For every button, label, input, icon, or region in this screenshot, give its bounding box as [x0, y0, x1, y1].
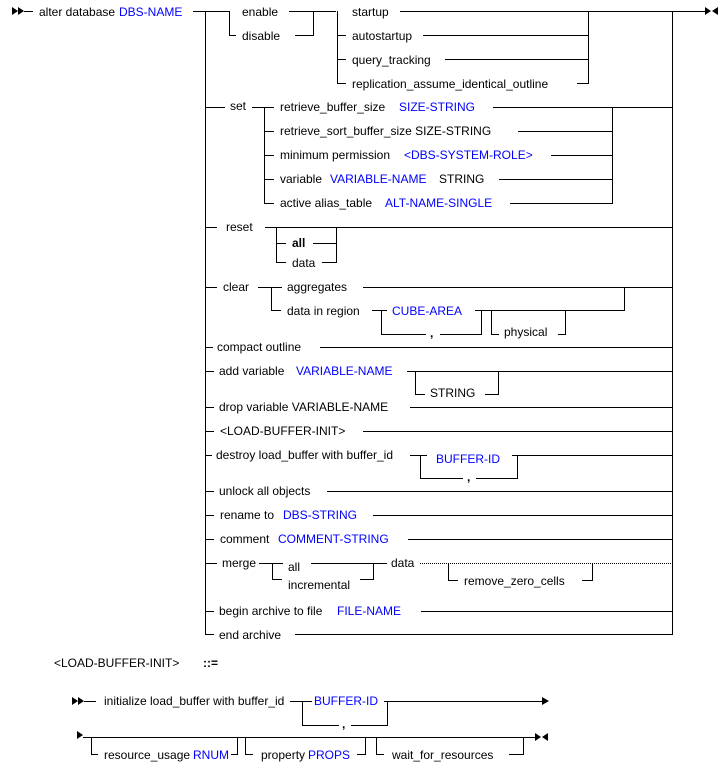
defines-symbol: ::= [203, 656, 218, 670]
dbs-string-param[interactable]: DBS-STRING [283, 508, 358, 522]
variable-option[interactable]: variable [280, 172, 323, 186]
sub-buffer-id-separator: , [342, 717, 346, 731]
comment-string-param[interactable]: COMMENT-STRING [278, 532, 389, 546]
alter-database-text: alter database [39, 5, 116, 19]
startup-option[interactable]: startup [352, 5, 389, 19]
clear-option[interactable]: clear [223, 280, 250, 294]
size-string-param[interactable]: SIZE-STRING [399, 100, 476, 114]
sub-start-marker-icon [72, 697, 84, 705]
merge-all-option[interactable]: all [288, 560, 301, 574]
start-marker-icon [12, 7, 24, 15]
begin-archive-option[interactable]: begin archive to file [219, 604, 323, 618]
replication-option[interactable]: replication_assume_identical_outline [352, 77, 549, 91]
props-param[interactable]: PROPS [308, 748, 351, 762]
dbs-system-role-param[interactable]: <DBS-SYSTEM-ROLE> [404, 148, 533, 162]
file-name-param[interactable]: FILE-NAME [337, 604, 402, 618]
reset-option[interactable]: reset [226, 220, 253, 234]
load-buffer-init-option[interactable]: <LOAD-BUFFER-INIT> [220, 424, 346, 438]
initialize-buffer-id-param[interactable]: BUFFER-ID [314, 694, 378, 708]
unlock-all-objects-option[interactable]: unlock all objects [219, 484, 311, 498]
rnum-param[interactable]: RNUM [193, 748, 229, 762]
data-in-region-option[interactable]: data in region [287, 304, 360, 318]
aggregates-option[interactable]: aggregates [287, 280, 348, 294]
add-variable-option[interactable]: add variable [219, 364, 285, 378]
merge-data-text: data [391, 556, 415, 570]
destroy-buffer-id-param[interactable]: BUFFER-ID [436, 452, 500, 466]
reset-all-option[interactable]: all [292, 236, 306, 250]
set-option[interactable]: set [230, 99, 247, 113]
cube-area-param[interactable]: CUBE-AREA [392, 304, 463, 318]
retrieve-sort-buffer-size-option[interactable]: retrieve_sort_buffer_size SIZE-STRING [280, 124, 492, 138]
autostartup-option[interactable]: autostartup [352, 29, 413, 43]
merge-option[interactable]: merge [222, 556, 257, 570]
dbs-name-param[interactable]: DBS-NAME [119, 5, 183, 19]
initialize-load-buffer-text: initialize load_buffer with buffer_id [104, 694, 285, 708]
add-variable-name-param[interactable]: VARIABLE-NAME [296, 364, 393, 378]
variable-name-param[interactable]: VARIABLE-NAME [330, 172, 427, 186]
rename-to-option[interactable]: rename to [220, 508, 275, 522]
merge-incremental-option[interactable]: incremental [288, 578, 351, 592]
disable-option[interactable]: disable [242, 29, 281, 43]
sub-end-marker-icon [535, 733, 548, 741]
end-archive-option[interactable]: end archive [219, 628, 282, 642]
compact-outline-option[interactable]: compact outline [217, 340, 302, 354]
continue-arrow-icon [542, 697, 549, 705]
sub-diagram-title: <LOAD-BUFFER-INIT> [54, 656, 180, 670]
cube-area-separator: , [430, 326, 434, 340]
add-string-option[interactable]: STRING [430, 386, 476, 400]
drop-variable-option[interactable]: drop variable VARIABLE-NAME [219, 400, 389, 414]
alt-name-single-param[interactable]: ALT-NAME-SINGLE [385, 196, 493, 210]
property-option[interactable]: property [261, 748, 306, 762]
reset-data-option[interactable]: data [292, 256, 316, 270]
remove-zero-cells-option[interactable]: remove_zero_cells [464, 574, 565, 588]
wait-for-resources-option[interactable]: wait_for_resources [392, 748, 494, 762]
resource-usage-option[interactable]: resource_usage [104, 748, 191, 762]
retrieve-buffer-size-option[interactable]: retrieve_buffer_size [280, 100, 386, 114]
end-marker-icon [705, 7, 718, 15]
enable-option[interactable]: enable [242, 5, 279, 19]
string-param: STRING [439, 172, 485, 186]
continue-start-arrow-icon [77, 731, 83, 739]
minimum-permission-option[interactable]: minimum permission [280, 148, 391, 162]
query-tracking-option[interactable]: query_tracking [352, 53, 431, 67]
destroy-load-buffer-option[interactable]: destroy load_buffer with buffer_id [216, 448, 394, 462]
comment-option[interactable]: comment [220, 532, 270, 546]
buffer-id-separator: , [467, 470, 471, 484]
active-alias-table-option[interactable]: active alias_table [280, 196, 373, 210]
physical-option[interactable]: physical [504, 325, 548, 339]
